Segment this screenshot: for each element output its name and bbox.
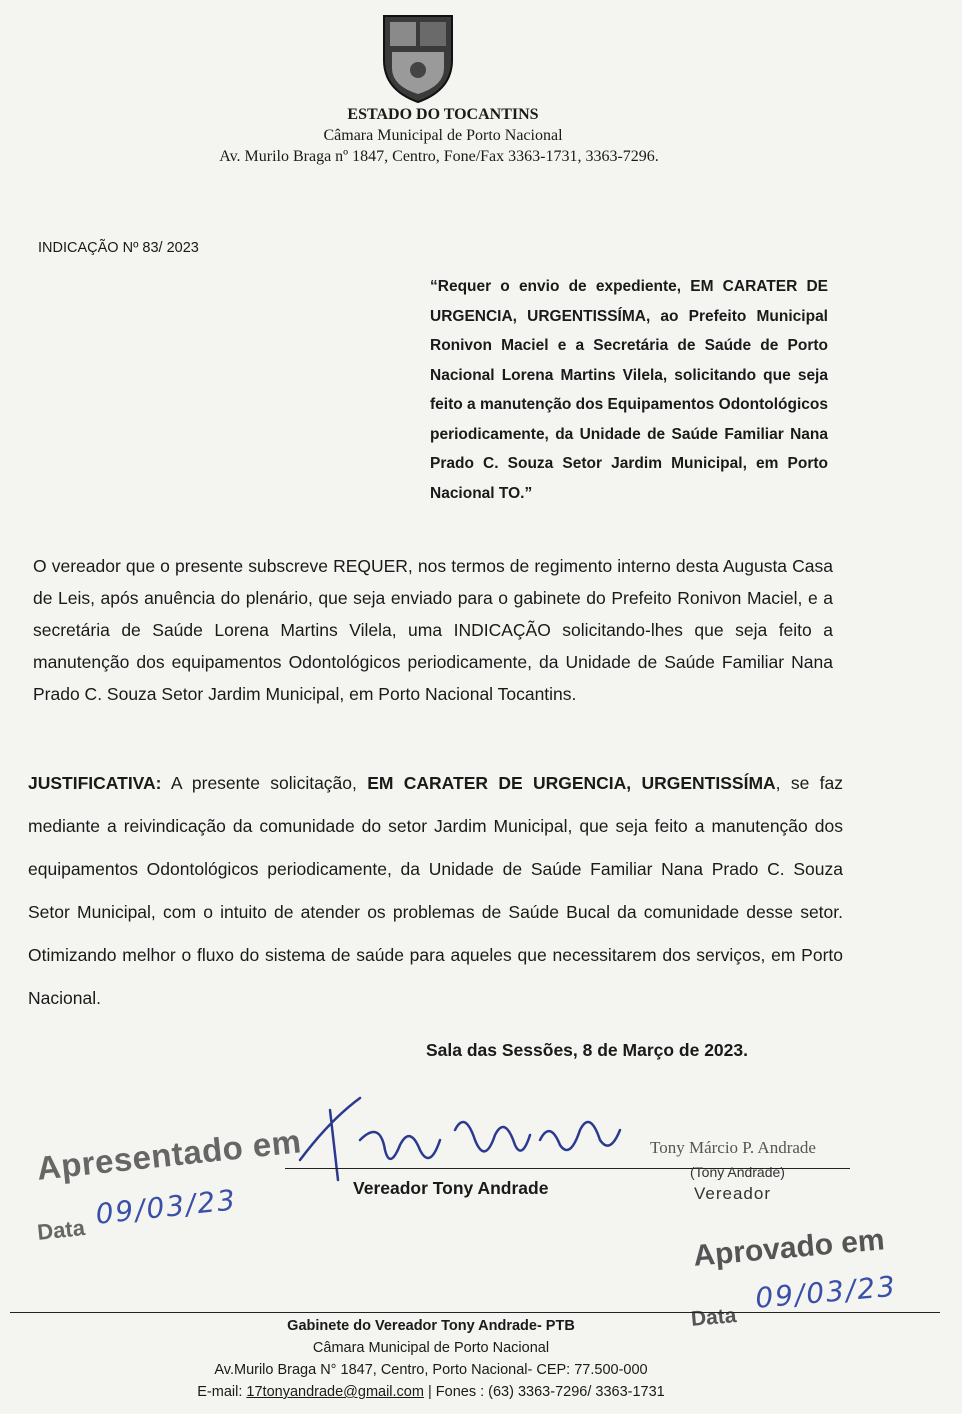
handwritten-signature: [290, 1090, 630, 1185]
email-label: E-mail:: [197, 1384, 243, 1400]
approved-date-handwritten: 09/03/23: [754, 1269, 899, 1315]
header-address: Av. Murilo Braga nº 1847, Centro, Fone/Fax 3363-1731, 3363-7296.: [219, 148, 659, 165]
justificativa-text-b: , se faz mediante a reivindicação da comunidade do setor Jardim Municipal, que seja feito a manutenção dos equipamentos Odontológicos periodicamente, da Unidade de Saúde Familiar Nana Prado C. Souza Setor Municipal, com o intuito de atender os problemas de Saúde Bucal da comunidade desse setor. Otimizando melhor o fluxo do sistema de saúde para aqueles que necessitarem dos serviços, em Porto Nacional.: [28, 773, 843, 1008]
justificativa-urgency: EM CARATER DE URGENCIA, URGENTISSÍMA: [367, 773, 776, 793]
approved-stamp: Aprovado em: [692, 1223, 886, 1273]
footer-divider: [10, 1312, 940, 1313]
place-date: Sala das Sessões, 8 de Março de 2023.: [426, 1040, 748, 1060]
signer-name: Vereador Tony Andrade: [353, 1178, 549, 1198]
footer-phones: | Fones : (63) 3363-7296/ 3363-1731: [427, 1384, 665, 1400]
header-chamber: Câmara Municipal de Porto Nacional: [323, 127, 563, 144]
municipal-crest-icon: [378, 10, 458, 106]
footer-contact: [0, 1384, 912, 1400]
stamp-role: Vereador: [694, 1184, 771, 1203]
header-state: ESTADO DO TOCANTINS: [347, 106, 539, 123]
approved-data-label: Data: [690, 1304, 738, 1331]
stamp-alias: (Tony Andrade): [690, 1164, 785, 1180]
footer-address: Av.Murilo Braga N° 1847, Centro, Porto Nacional- CEP: 77.500-000: [214, 1362, 648, 1378]
presented-stamp: Apresentado em: [35, 1122, 303, 1187]
justificativa-label: JUSTIFICATIVA:: [28, 773, 162, 793]
ementa-text: “Requer o envio de expediente, EM CARATER DE URGENCIA, URGENTISSÍMA, ao Prefeito Municipal Ronivon Maciel e a Secretária de Saúde de Porto Nacional Lorena Martins Vilela, solicitando que seja feito a manutenção dos Equipamentos Odontológicos periodicamente, da Unidade de Saúde Familiar Nana Prado C. Souza Setor Jardim Municipal, em Porto Nacional TO.”: [430, 278, 828, 502]
justificativa-paragraph: [28, 762, 843, 1020]
justificativa-text-a: A presente solicitação,: [161, 773, 368, 793]
indicacao-number: INDICAÇÃO Nº 83/ 2023: [38, 240, 199, 256]
footer-chamber: Câmara Municipal de Porto Nacional: [312, 1340, 550, 1356]
presented-date-handwritten: 09/03/23: [94, 1183, 239, 1231]
stamp-name: Tony Márcio P. Andrade: [650, 1138, 816, 1157]
presented-data-label: Data: [36, 1215, 87, 1245]
body-paragraph-1: O vereador que o presente subscreve REQUER, nos termos de regimento interno desta Augusta Casa de Leis, após anuência do plenário, que seja enviado para o gabinete do Prefeito Ronivon Maciel, e a secretária de Saúde Lorena Martins Vilela, uma INDICAÇÃO solicitando-lhes que seja feito a manutenção dos equipamentos Odontológicos periodicamente, da Unidade de Saúde Familiar Nana Prado C. Souza Setor Jardim Municipal, em Porto Nacional Tocantins.: [33, 556, 833, 704]
email-link[interactable]: 17tonyandrade@gmail.com: [246, 1384, 424, 1400]
footer-office: Gabinete do Vereador Tony Andrade- PTB: [287, 1318, 575, 1334]
